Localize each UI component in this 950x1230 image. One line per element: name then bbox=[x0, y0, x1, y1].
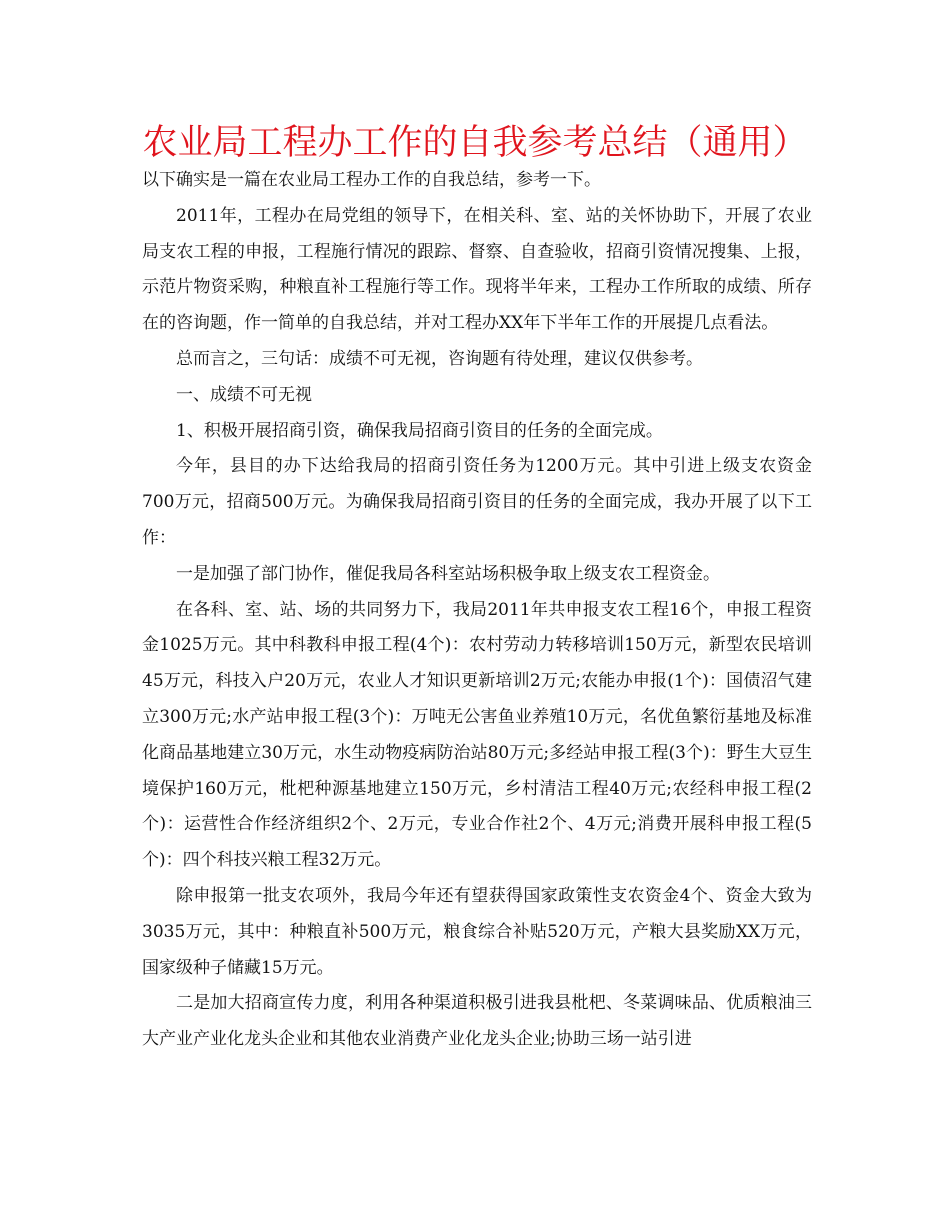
document-paragraph: 2011年，工程办在局党组的领导下，在相关科、室、站的关怀协助下，开展了农业局支农工程的申报，工程施行情况的跟踪、督察、自查验收，招商引资情况搜集、上报，示范片物资采购，种粮直补工程施行等工作。现将半年来，工程办工作所取的成绩、所存在的咨询题，作一简单的自我总结，并对工程办XX年下半年工作的开展提几点看法。 bbox=[142, 205, 812, 334]
document-paragraph: 一、成绩不可无视 bbox=[176, 384, 312, 405]
document-title: 农业局工程办工作的自我参考总结（通用） bbox=[142, 123, 808, 163]
document-paragraph: 1、积极开展招商引资，确保我局招商引资目的任务的全面完成。 bbox=[176, 420, 663, 441]
document-paragraph: 总而言之，三句话：成绩不可无视，咨询题有待处理，建议仅供参考。 bbox=[176, 348, 703, 369]
document-body bbox=[142, 163, 812, 1058]
document-paragraph: 一是加强了部门协作，催促我局各科室站场积极争取上级支农工程资金。 bbox=[176, 563, 720, 584]
document-paragraph: 在各科、室、站、场的共同努力下，我局2011年共申报支农工程16个，申报工程资金1025万元。其中科教科申报工程(4个)：农村劳动力转移培训150万元，新型农民培训45万元，科技入户20万元，农业人才知识更新培训2万元;农能办申报(1个)：国债沼气建立300万元;水产站申报工程(3个)：万吨无公害鱼业养殖10万元，名优鱼繁衍基地及标准化商品基地建立30万元，水生动物疫病防治站80万元;多经站申报工程(3个)：野生大豆生境保护160万元，枇杷种源基地建立150万元，乡村清洁工程40万元;农经科申报工程(2个)：运营性合作经济组织2个、2万元，专业合作社2个、4万元;消费开展科申报工程(5个)：四个科技兴粮工程32万元。 bbox=[142, 599, 812, 871]
document-paragraph: 今年，县目的办下达给我局的招商引资任务为1200万元。其中引进上级支农资金700万元，招商500万元。为确保我局招商引资目的任务的全面完成，我办开展了以下工作： bbox=[142, 456, 812, 548]
document-paragraph: 二是加大招商宣传力度，利用各种渠道积极引进我县枇杷、冬菜调味品、优质粮油三大产业产业化龙头企业和其他农业消费产业化龙头企业;协助三场一站引进 bbox=[142, 993, 812, 1050]
document-paragraph: 除申报第一批支农项外，我局今年还有望获得国家政策性支农资金4个、资金大致为3035万元，其中：种粮直补500万元，粮食综合补贴520万元，产粮大县奖励XX万元，国家级种子储藏15万元。 bbox=[142, 885, 812, 978]
document-paragraph: 以下确实是一篇在农业局工程办工作的自我总结，参考一下。 bbox=[142, 170, 601, 190]
